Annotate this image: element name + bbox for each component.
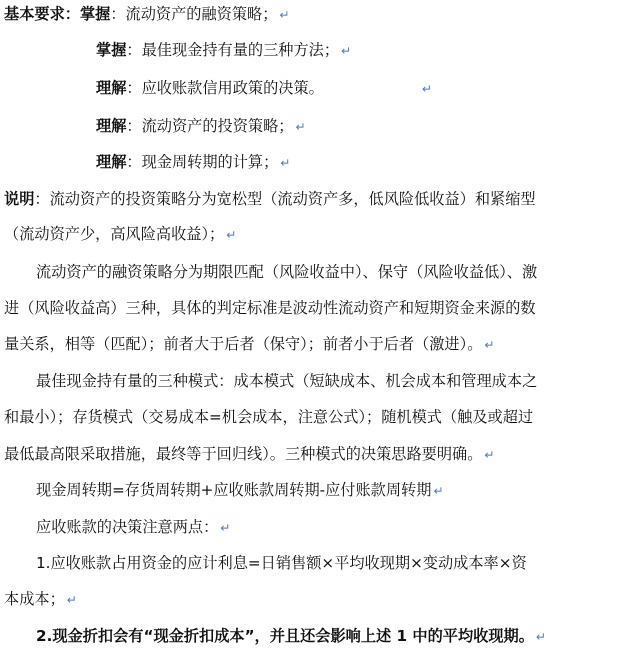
- requirement-line-5: [96, 152, 290, 173]
- explanation-text: 现金周转期=存货周转期+应收账款周转期-应付账款周转期: [36, 481, 432, 499]
- paragraph-mark-icon: ↵: [421, 82, 432, 96]
- requirement-line-4: [96, 116, 306, 137]
- explanation-text: 进（风险收益高）三种，具体的判定标准是波动性流动资产和短期资金来源的数: [4, 299, 536, 317]
- paragraph-mark-icon: ↵: [280, 156, 291, 170]
- explanation-line-4: [4, 298, 536, 318]
- requirement-text: ：现金周转期的计算；: [126, 153, 279, 171]
- explanation-text: 流动资产的融资策略分为期限匹配（风险收益中）、保守（风险收益低）、激: [36, 263, 538, 281]
- requirement-verb: 掌握: [79, 5, 111, 23]
- requirement-verb: 理解: [96, 79, 127, 97]
- requirement-line-3: [96, 78, 432, 99]
- explanation-line-9: [36, 480, 444, 501]
- requirements-label: 基本要求：: [4, 5, 80, 23]
- explanation-line-12: [4, 589, 77, 610]
- paragraph-mark-icon: ↵: [279, 8, 290, 22]
- explanation-text: 应收账款的决策注意两点：: [36, 518, 219, 536]
- explanation-text: （流动资产少，高风险高收益）；: [4, 225, 225, 243]
- explanation-line-10: [36, 517, 230, 538]
- explanation-line-1: [4, 189, 536, 209]
- paragraph-mark-icon: ↵: [433, 484, 444, 498]
- explanation-line-2: [4, 224, 236, 245]
- requirement-text: ：应收账款信用政策的决策。: [126, 79, 324, 97]
- explanation-line-6: [36, 371, 537, 391]
- paragraph-mark-icon: ↵: [220, 521, 231, 535]
- explanation-text: 最低最高限采取措施，最终等于回归线）。三种模式的决策思路要明确。: [4, 445, 483, 463]
- explanation-text: 1.应收账款占用资金的应计利息=日销售额×平均收现期×变动成本率×资: [36, 554, 527, 572]
- paragraph-mark-icon: ↵: [484, 338, 495, 352]
- explanation-label: 说明: [4, 190, 35, 208]
- explanation-line-3: [36, 262, 537, 282]
- requirement-text: ：流动资产的投资策略；: [126, 117, 294, 135]
- explanation-text: 和最小）；存货模式（交易成本=机会成本，注意公式）；随机模式（触及或超过: [4, 408, 534, 426]
- explanation-line-7: [4, 407, 533, 427]
- explanation-text: 本成本；: [4, 590, 65, 608]
- explanation-line-5: [4, 334, 494, 355]
- explanation-line-13: [36, 626, 546, 647]
- paragraph-mark-icon: ↵: [535, 630, 546, 644]
- explanation-text: ：流动资产的投资策略分为宽松型（流动资产多，低风险低收益）和紧缩型: [34, 190, 536, 208]
- paragraph-mark-icon: ↵: [66, 593, 77, 607]
- paragraph-mark-icon: ↵: [341, 44, 352, 58]
- requirement-text: ：流动资产的融资策略；: [110, 5, 278, 23]
- explanation-line-8: [4, 444, 494, 465]
- explanation-text: 量关系，相等（匹配）；前者大于后者（保守）；前者小于后者（激进）。: [4, 335, 483, 353]
- paragraph-mark-icon: ↵: [484, 448, 495, 462]
- requirement-verb: 理解: [96, 153, 127, 171]
- requirement-verb: 理解: [96, 117, 127, 135]
- explanation-line-11: [36, 553, 527, 573]
- requirement-verb: 掌握: [96, 41, 127, 59]
- paragraph-mark-icon: ↵: [295, 120, 306, 134]
- requirement-text: ：最佳现金持有量的三种方法；: [126, 41, 339, 59]
- explanation-text: 2.现金折扣会有“现金折扣成本”，并且还会影响上述 1 中的平均收现期。: [36, 627, 534, 645]
- requirement-line-1: [4, 4, 289, 25]
- explanation-text: 最佳现金持有量的三种模式：成本模式（短缺成本、机会成本和管理成本之: [36, 372, 538, 390]
- requirement-line-2: [96, 40, 351, 61]
- paragraph-mark-icon: ↵: [226, 228, 237, 242]
